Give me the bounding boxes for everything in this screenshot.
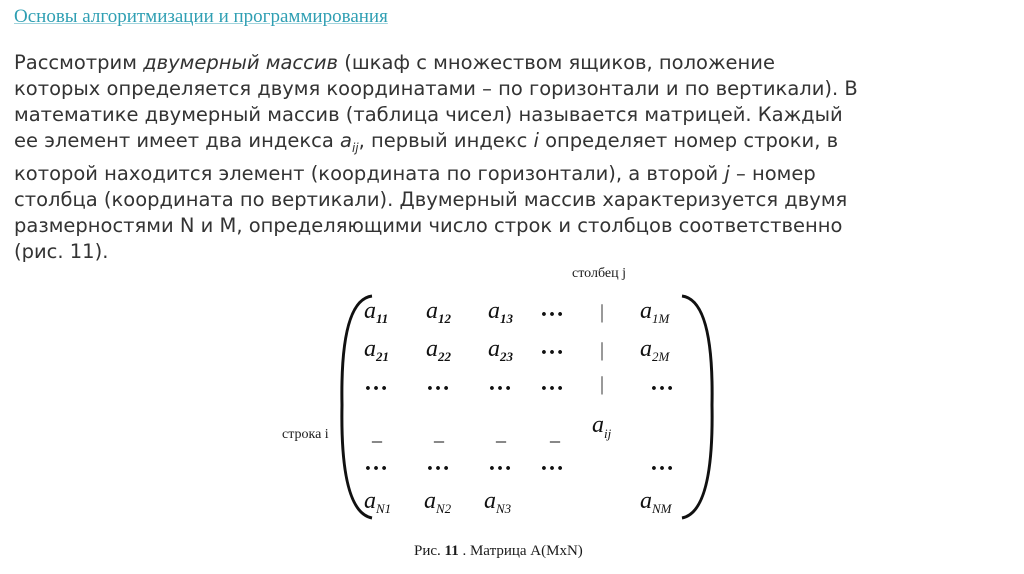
text-line-3: математике двумерный массив (таблица чисел) называется матрицей. Каждый — [14, 103, 843, 126]
cell-a21: $a_{21}$ — [364, 336, 389, 364]
matrix-row-1 — [364, 296, 671, 326]
column-marker: | — [600, 373, 605, 395]
matrix-row-dots-1 — [364, 370, 674, 396]
column-label: столбец j — [572, 266, 626, 281]
cell-a22: $a_{22}$ — [426, 336, 451, 364]
ellipsis: … — [650, 450, 674, 476]
cell-a23: $a_{23}$ — [488, 336, 513, 364]
figure-caption: Рис. 11 . Матрица A(MxN) — [414, 543, 583, 559]
ellipsis: … — [488, 450, 512, 476]
ellipsis: … — [488, 370, 512, 396]
cell-a13: $a_{13}$ — [488, 298, 513, 326]
text-line-5: которой находится элемент (координата по горизонтали), а второй j – номер — [14, 162, 816, 185]
left-parenthesis — [342, 296, 372, 518]
cell-aNM: $a_{NM}$ — [640, 488, 672, 516]
matrix-row-N — [364, 488, 673, 516]
row-marker: _ — [550, 423, 560, 445]
matrix-row-dots-2 — [364, 450, 674, 476]
ellipsis: … — [650, 370, 674, 396]
text-line-4: ее элемент имеет два индекса $a_{ij}$, первый индекс i определяет номер строки, в — [14, 129, 839, 155]
ellipsis: … — [364, 450, 388, 476]
text-line-6: столбца (координата по вертикали). Двумерный массив характеризуется двумя — [14, 188, 848, 211]
ellipsis: … — [540, 296, 564, 322]
text-line-8: (рис. 11). — [14, 240, 109, 263]
right-parenthesis — [682, 296, 712, 518]
matrix-row-i — [371, 412, 612, 445]
cell-a1M: $a_{1M}$ — [640, 298, 670, 326]
cell-aN2: $a_{N2}$ — [424, 488, 452, 516]
matrix-row-2 — [364, 334, 671, 364]
cell-aN1: $a_{N1}$ — [364, 488, 392, 516]
slide-title: Основы алгоритмизации и программирования — [14, 6, 388, 27]
row-label: строка i — [282, 427, 329, 442]
ellipsis: … — [426, 450, 450, 476]
text-line-7: размерностями N и M, определяющими число строк и столбцов соответственно — [14, 214, 843, 237]
cell-aij: $a_{ij}$ — [592, 412, 612, 441]
cell-a2M: $a_{2M}$ — [640, 336, 670, 364]
row-marker: _ — [434, 423, 444, 445]
ellipsis: … — [540, 450, 564, 476]
cell-a11: $a_{11}$ — [364, 298, 389, 326]
ellipsis: … — [540, 370, 564, 396]
row-marker: _ — [496, 423, 506, 445]
text-line-1: Рассмотрим двумерный массив (шкаф с множеством ящиков, положение — [14, 51, 775, 74]
row-marker: _ — [372, 423, 382, 445]
ellipsis: … — [364, 370, 388, 396]
column-marker: | — [600, 339, 605, 361]
ellipsis: … — [540, 334, 564, 360]
column-marker: | — [600, 301, 605, 323]
ellipsis: … — [426, 370, 450, 396]
text-line-2: которых определяется двумя координатами – по горизонтали и по вертикали). В — [14, 77, 858, 100]
cell-aN3: $a_{N3}$ — [484, 488, 512, 516]
cell-a12: $a_{12}$ — [426, 298, 451, 326]
